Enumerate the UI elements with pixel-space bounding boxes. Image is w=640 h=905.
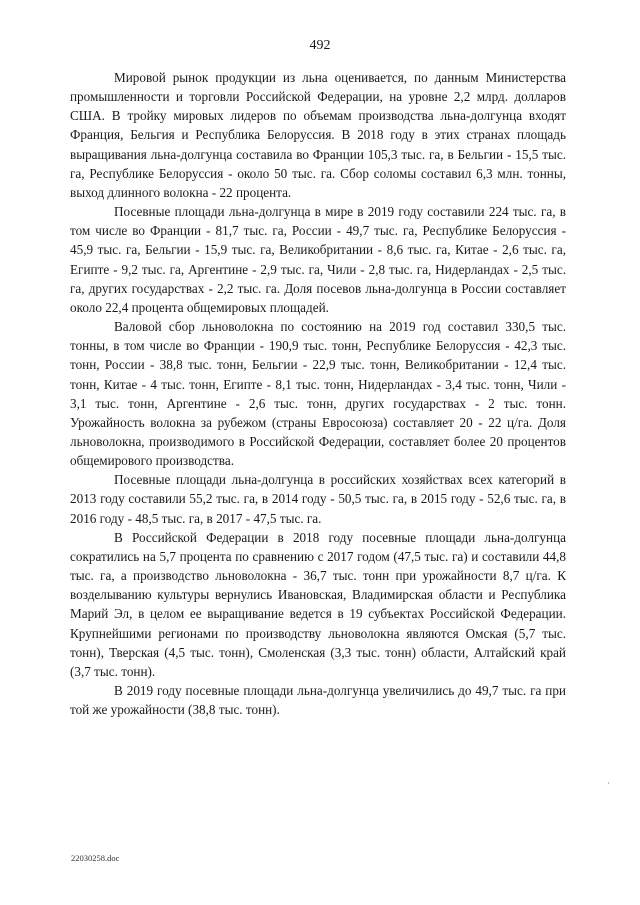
document-body (70, 68, 566, 719)
paragraph-russia-2018: В Российской Федерации в 2018 году посевные площади льна-долгунца сократились на 5,7 процента по сравнению с 2017 годом (47,5 тыс. га) и составили 44,8 тыс. га, а производство льноволокна - 36,7 тыс. тонн при урожайности 8,7 ц/га. К возделыванию культуры вернулись Ивановская, Владимирская области и Республика Марий Эл, в целом ее выращивание ведется в 19 субъектах Российской Федерации. Крупнейшими регионами по производству льноволокна являются Омская (5,7 тыс. тонн), Тверская (4,5 тыс. тонн), Смоленская (3,3 тыс. тонн) области, Алтайский край (3,7 тыс. тонн). (70, 529, 566, 679)
paragraph-russia-2019: В 2019 году посевные площади льна-долгунца увеличились до 49,7 тыс. га при той же урожайности (38,8 тыс. тонн). (70, 683, 566, 718)
paragraph-fiber-harvest: Валовой сбор льноволокна по состоянию на 2019 год составил 330,5 тыс. тонны, в том числе во Франции - 190,9 тыс. тонн, Республике Белоруссия - 42,3 тыс. тонн, России - 38,8 тыс. тонн, Бельгии - 22,9 тыс. тонн, Великобритании - 12,4 тыс. тонн, Китае - 4 тыс. тонн, Египте - 8,1 тыс. тонн, Нидерландах - 3,4 тыс. тонн, Чили - 3,1 тыс. тонн, Аргентине - 2,6 тыс. тонн, других государствах - 2 тыс. тонн. Урожайность волокна за рубежом (страны Евросоюза) составляет 20 - 22 ц/га. Доля льноволокна, производимого в Российской Федерации, составляет более 20 процентов общемирового производства. (70, 319, 566, 469)
paragraph-world-sown-area: Посевные площади льна-долгунца в мире в 2019 году составили 224 тыс. га, в том числе во Франции - 81,7 тыс. га, России - 49,7 тыс. га, Республике Белоруссия - 45,9 тыс. га, Бельгии - 15,9 тыс. га, Великобритании - 8,6 тыс. га, Китае - 2,6 тыс. га, Египте - 9,2 тыс. га, Аргентине - 2,9 тыс. га, Чили - 2,8 тыс. га, Нидерландах - 2,5 тыс. га, других государствах - 2,2 тыс. га. Доля посевов льна-долгунца в России составляет около 22,4 процента общемировых площадей. (70, 204, 566, 315)
page-number: 492 (309, 38, 331, 53)
paragraph-world-market: Мировой рынок продукции из льна оценивается, по данным Министерства промышленности и торговли Российской Федерации, на уровне 2,2 млрд. долларов США. В тройку мировых лидеров по объемам производства льна-долгунца входят Франция, Бельгия и Республика Белоруссия. В 2018 году в этих странах площадь выращивания льна-долгунца составила во Франции 105,3 тыс. га, в Бельгии - 15,5 тыс. га, Республике Белоруссия - около 50 тыс. га. Сбор соломы составил 6,3 млн. тонны, выход длинного волокна - 22 процента. (70, 70, 566, 200)
file-name-footer: 22030258.doc (71, 853, 120, 863)
paragraph-russian-sown-area: Посевные площади льна-долгунца в российских хозяйствах всех категорий в 2013 году составили 55,2 тыс. га, в 2014 году - 50,5 тыс. га, в 2015 году - 52,6 тыс. га, в 2016 году - 48,5 тыс. га, в 2017 - 47,5 тыс. га. (70, 472, 566, 526)
edge-mark: · (607, 778, 610, 788)
